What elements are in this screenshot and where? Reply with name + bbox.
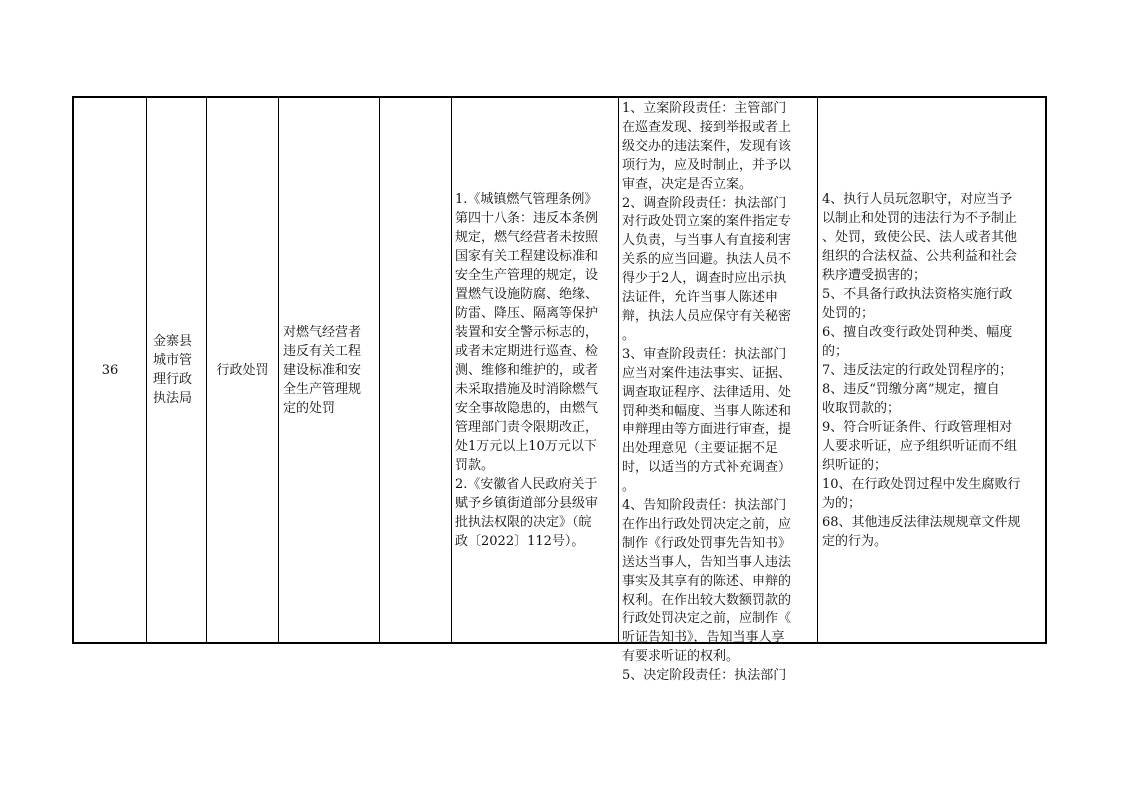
cell-accountability — [818, 98, 1047, 642]
power-item-name: 对燃气经营者 违反有关工程 建设标准和安 全生产管理规 定的处罚 — [283, 324, 362, 416]
responsibilities-text: 1、立案阶段责任：主管部门 在巡查发现、接到举报或者上 级交办的违法案件，发现有该 项行为，应及时制止，并予以 审查，决定是否立案。 2、调查阶段责任：执法部门 对行政处罚立案的案件指定专 人负责，与当事人有直接利害 关系的应当回避。执法人员不 得少于2人，调查时应出示执 法证件，允许当事人陈述申 辩，执法人员应保守有关秘密 。 3、审查阶段责任：执法部门 应当对案件违法事实、证据、 调查取证程序、法律适用、处 罚种类和幅度、当事人陈述和 申辩理由等方面进行审查，提 出处理意见（主要证据不足 时，以适当的方式补充调查） 。 4、告知阶段责任：执法部门 在作出行政处罚决定之前，应 制作《行政处罚事先告知书》 送达当事人，告知当事人违法 事实及其享有的陈述、申辩的 权利。在作出较大数额罚款的 行政处罚决定之前，应制作《 听证告知书》，告知当事人享 有要求听证的权利。 5、决定阶段责任：执法部门 — [622, 101, 792, 684]
power-category: 行政处罚 — [216, 362, 269, 378]
cell-category — [207, 98, 279, 642]
cell-legal-basis — [452, 98, 619, 642]
duty-table — [72, 96, 1047, 684]
department-name: 金寨县 城市管 理行政 执法局 — [153, 334, 193, 406]
cell-blank — [380, 98, 452, 642]
cell-responsibilities — [619, 98, 818, 684]
cell-item-name — [279, 98, 380, 642]
legal-basis-text: 1.《城镇燃气管理条例》 第四十八条：违反本条例 规定，燃气经营者未按照 国家有关工程建设标准和 安全生产管理的规定，设 置燃气设施防腐、绝缘、 防雷、降压、隔离等保护 装置和安全警示标志的， 或者未定期进行巡查、检 测、维修和维护的，或者 未采取措施及时消除燃气 安全事故隐患的，由燃气 管理部门责令限期改正， 处1万元以上10万元以下 罚款。 2.《安徽省人民政府关于 赋予乡镇街道部分县级审 批执法权限的决定》（皖 政〔2022〕112号）。 — [455, 191, 599, 549]
cell-row-number — [74, 98, 147, 642]
row-number: 36 — [101, 362, 119, 378]
cell-department — [147, 98, 207, 642]
accountability-text: 4、执行人员玩忽职守，对应当予 以制止和处罚的违法行为不予制止 、处罚，致使公民、法人或者其他 组织的合法权益、公共利益和社会 秩序遭受损害的； 5、不具备行政执法资格实施行政 处罚的； 6、擅自改变行政处罚种类、幅度 的； 7、违反法定的行政处罚程序的； 8、违反“罚缴分离”规定，擅自 收取罚款的； 9、符合听证条件、行政管理相对 人要求听证，应予组织听证而不组 织听证的； 10、在行政处罚过程中发生腐败行 为的； 68、其他违反法律法规规章文件规 定的行为。 — [822, 191, 1021, 549]
